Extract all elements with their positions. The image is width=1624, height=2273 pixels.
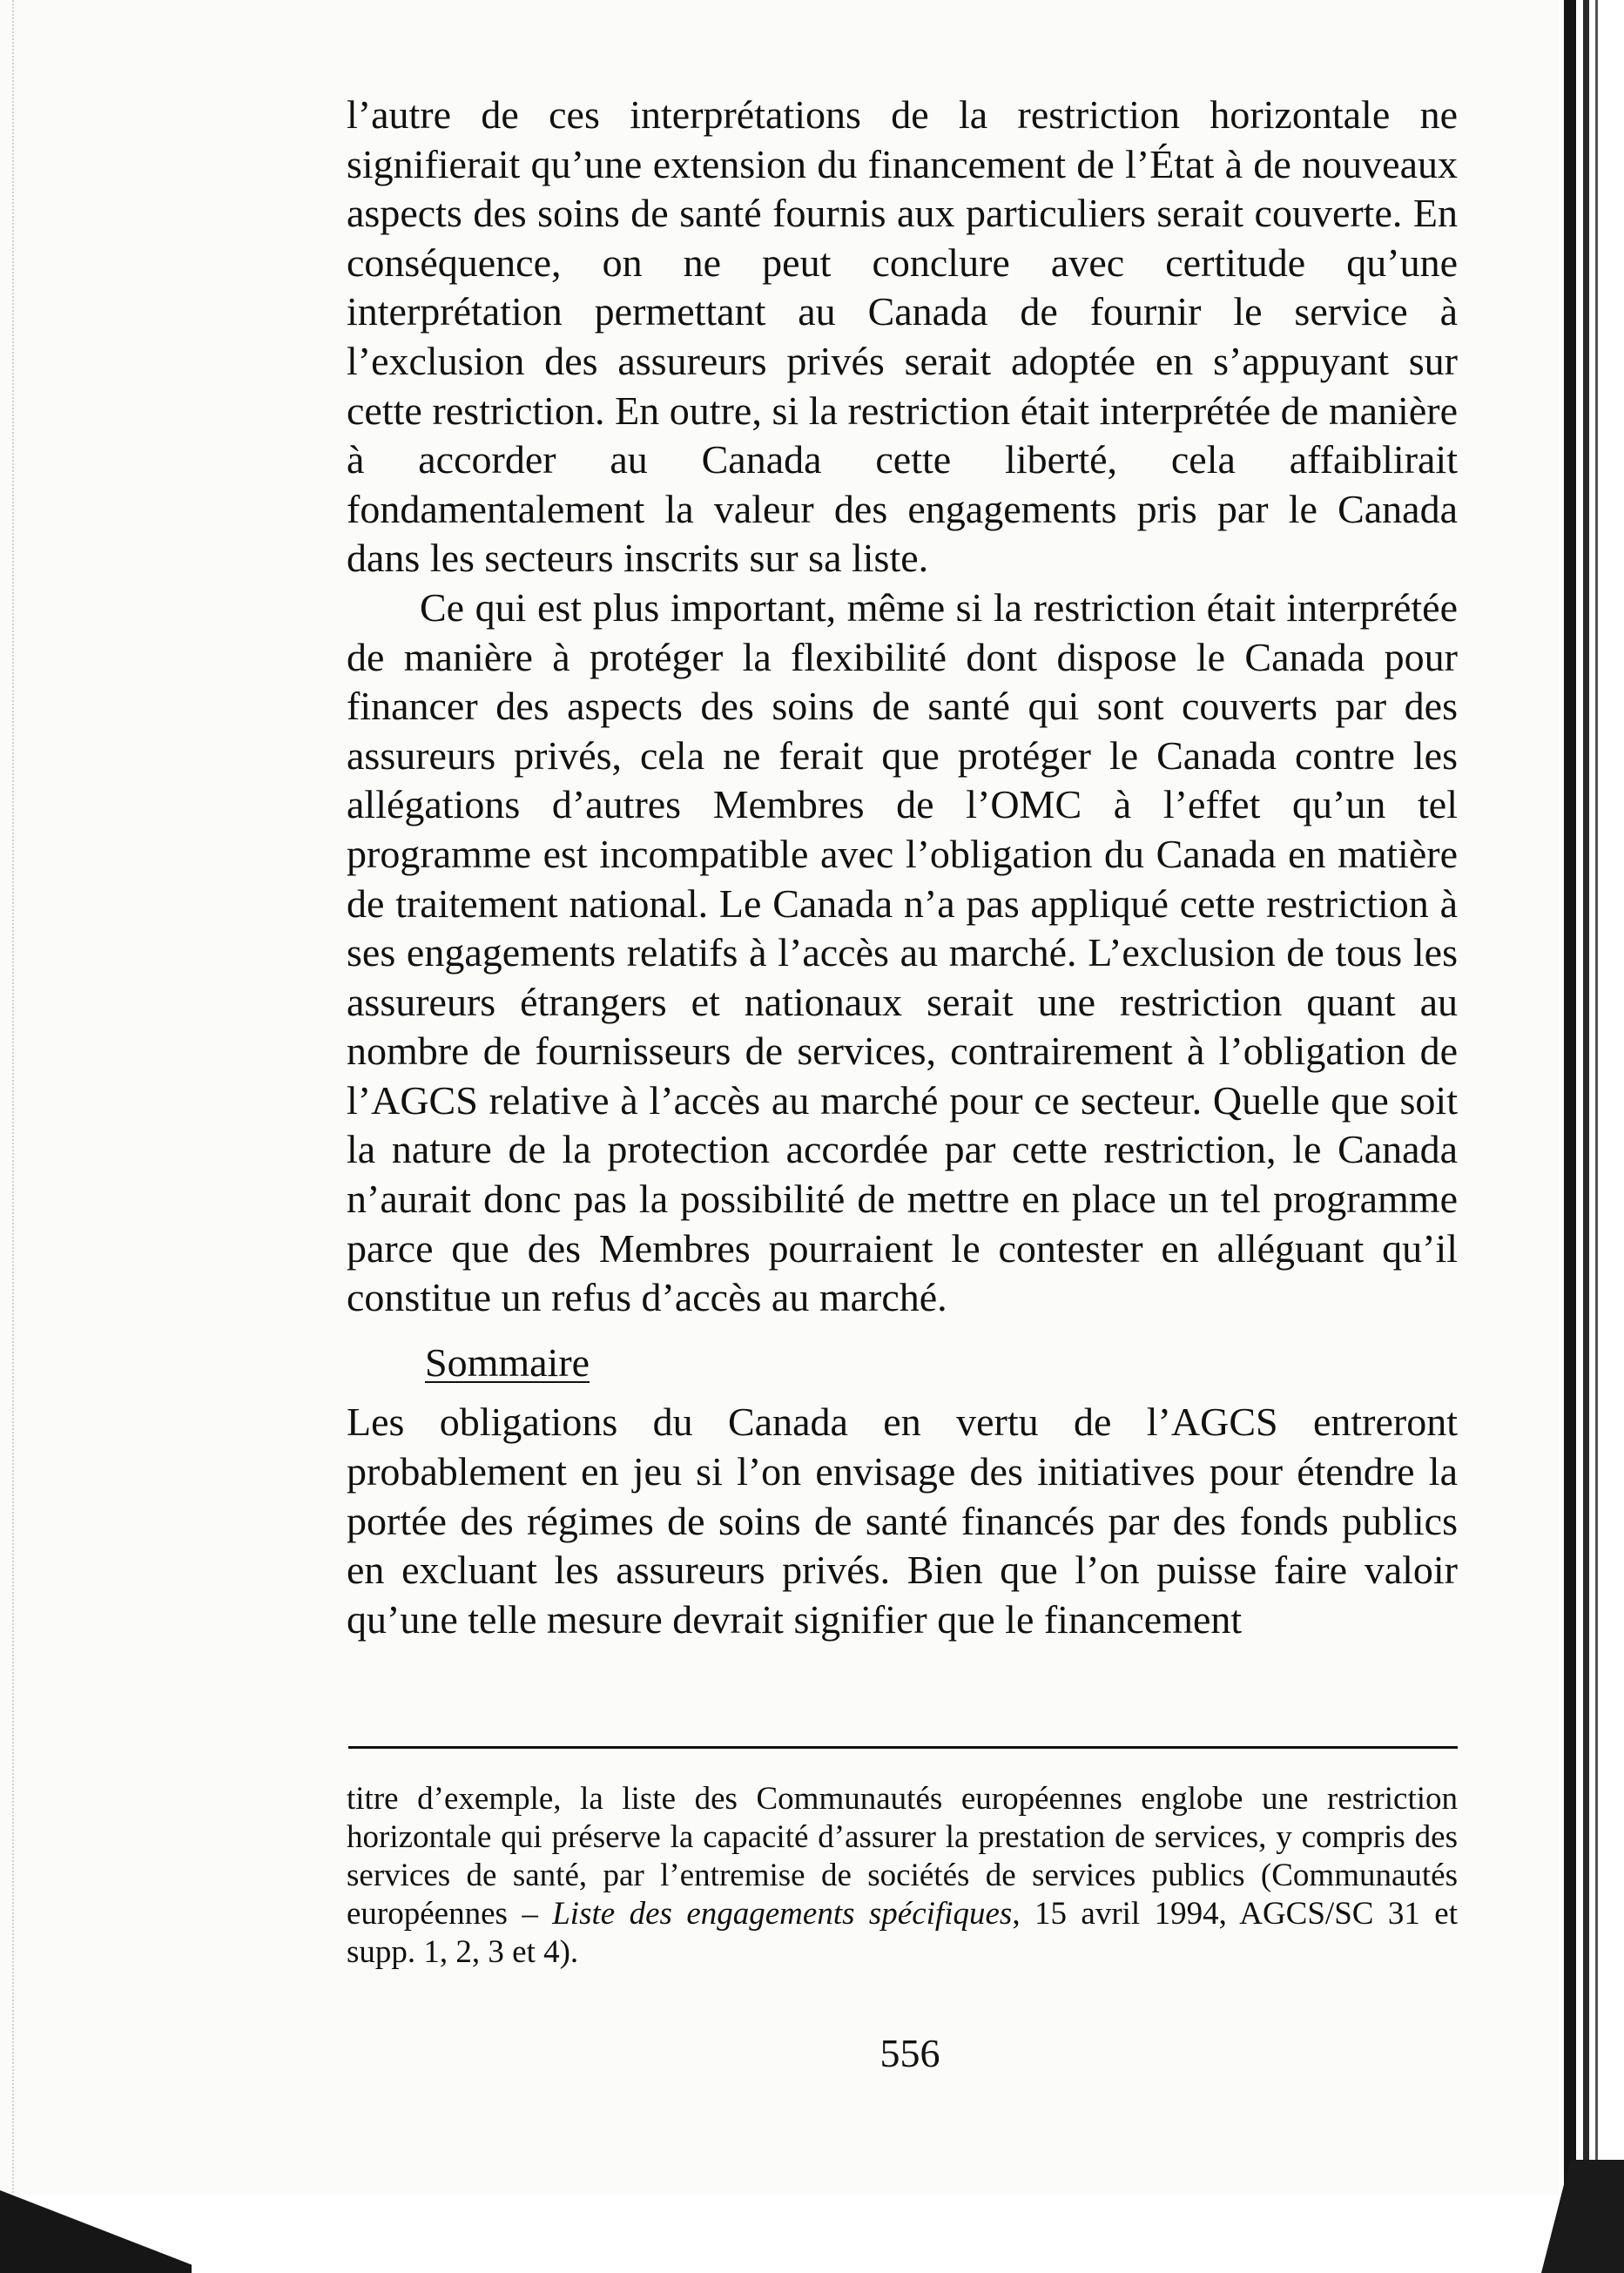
book-binding-edge-inner (1583, 0, 1589, 2273)
section-heading-sommaire: Sommaire (425, 1339, 590, 1385)
scan-bottom-margin (0, 2195, 1624, 2273)
book-binding-edge-thin (1595, 0, 1598, 2273)
footnote-divider (348, 1746, 1458, 1749)
footnote-text-end: , 15 avril 1994, AGCS/SC 31 et supp. 1, 2, 3 et 4). (347, 1896, 1458, 1970)
paragraph-important: Ce qui est plus important, même si la restriction était interprétée de manière à protéger la flexibilité dont dispose le Canada pour financer des aspects des soins de santé qui sont couverts par des assureurs privés, cela ne ferait que protéger le Canada contre les allégations d’autres Membres de l’OMC à l’effet qu’un tel programme est incompatible avec l’obligation du Canada en matière de traitement national. Le Canada n’a pas appliqué cette restriction à ses engagements relatifs à l’accès au marché. L’exclusion de tous les assureurs étrangers et nationaux serait une restriction quant au nombre de fournisseurs de services, contrairement à l’obligation de l’AGCS relative à l’accès au marché pour ce secteur. Quelle que soit la nature de la protection accordée par cette restriction, le Canada n’aurait donc pas la possibilité de mettre en place un tel programme parce que des Membres pourraient le contester en alléguant qu’il constitue un refus d’accès au marché. (347, 584, 1458, 1320)
footnote-text (347, 1780, 1458, 1972)
paragraph-sommaire: Les obligations du Canada en vertu de l’AGCS entreront probablement en jeu si l’on envisage des initiatives pour étendre la portée des régimes de soins de santé financés par des fonds publics en excluant les assureurs privés. Bien que l’on puisse faire valoir qu’une telle mesure devrait signifier que le financement (347, 1400, 1458, 1642)
footnote-text-start: titre d’exemple, la liste des Communautés européennes englobe une restriction horizontale qui préserve la capacité d’assurer la prestation de services, y compris des services de santé, par l’entremise de sociétés de services publics (Communautés européennes – (347, 1781, 1458, 1932)
page-number: 556 (879, 2031, 940, 2075)
paragraph-continued: l’autre de ces interprétations de la restriction horizontale ne signifierait qu’une extension du financement de l’État à de nouveaux aspects des soins de santé fournis aux particuliers serait couverte. En conséquence, on ne peut conclure avec certitude qu’une interprétation permettant au Canada de fournir le service à l’exclusion des assureurs privés serait adoptée en s’appuyant sur cette restriction. En outre, si la restriction était interprétée de manière à accorder au Canada cette liberté, cela affaiblirait fondamentalement la valeur des engagements pris par le Canada dans les secteurs inscrits sur sa liste. (347, 92, 1458, 581)
book-binding-edge (1564, 0, 1576, 2273)
main-text (347, 91, 1458, 1644)
scan-left-edge (0, 0, 14, 2273)
footnote-italic-title: Liste des engagements spécifiques (552, 1896, 1013, 1932)
